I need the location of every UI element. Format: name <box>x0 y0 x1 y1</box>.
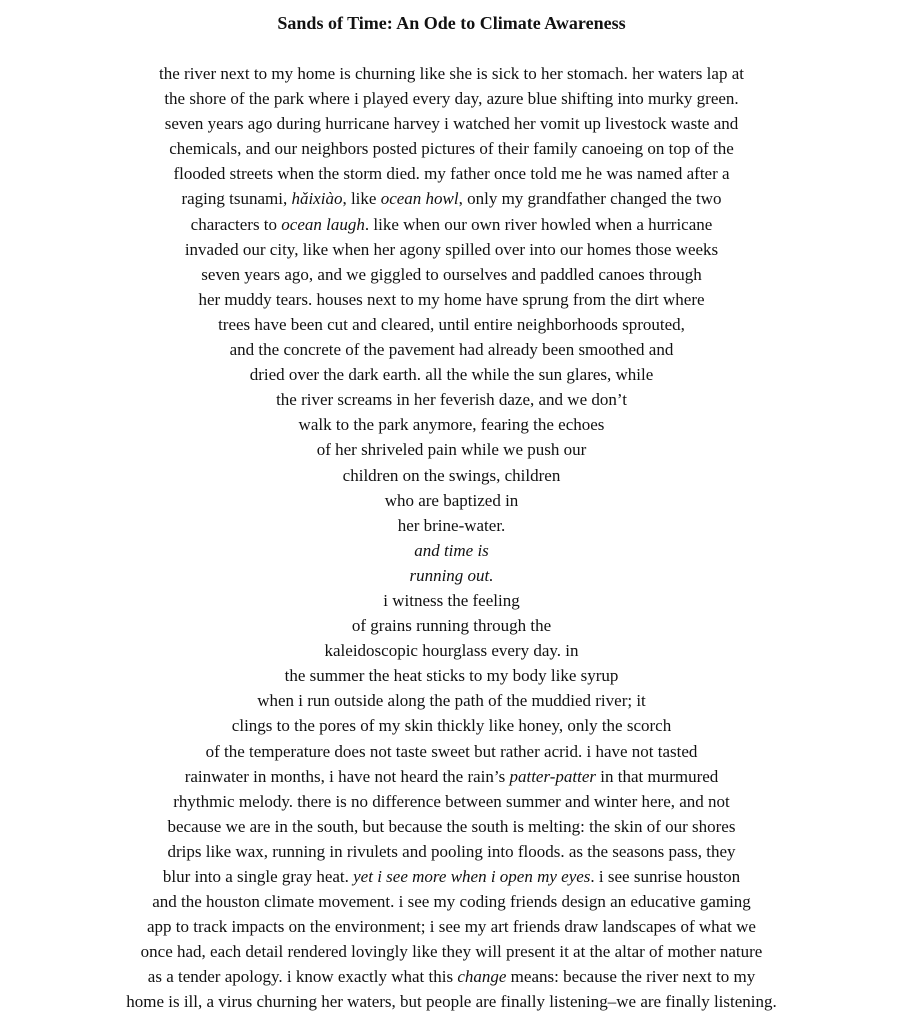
poem-text: her brine-water. <box>397 515 506 535</box>
poem-line <box>0 814 903 839</box>
poem-line <box>0 412 903 437</box>
poem-text: chemicals, and our neighbors posted pictures of their family canoeing on top of the <box>169 139 734 159</box>
poem-line <box>0 789 903 814</box>
poem-line <box>0 136 903 161</box>
poem-text: app to track impacts on the environment; i see my art friends draw landscapes of what we <box>147 917 756 937</box>
poem-text: clings to the pores of my skin thickly like honey, only the scorch <box>231 716 672 736</box>
poem-line <box>0 262 903 287</box>
poem-line <box>0 688 903 713</box>
poem-text: invaded our city, like when her agony spilled over into our homes those weeks <box>184 239 719 259</box>
poem-line <box>0 889 903 914</box>
poem-text: flooded streets when the storm died. my father once told me he was named after a <box>173 164 730 184</box>
poem-line <box>0 663 903 688</box>
poem-text: home is ill, a virus churning her waters, but people are finally listening–we are finally listening. <box>126 992 777 1012</box>
poem-line <box>0 212 903 237</box>
poem-line <box>0 839 903 864</box>
poem-line <box>0 864 903 889</box>
poem-text: children on the swings, children <box>342 465 561 485</box>
poem-text: the river next to my home is churning like she is sick to her stomach. her waters lap at <box>159 64 744 83</box>
poem-text: because we are in the south, but because the south is melting: the skin of our shores <box>167 816 736 836</box>
poem-line <box>0 964 903 989</box>
poem-line <box>0 613 903 638</box>
poem-line <box>0 638 903 663</box>
poem-text: trees have been cut and cleared, until entire neighborhoods sprouted, <box>218 314 685 334</box>
poem-text: drips like wax, running in rivulets and pooling into floods. as the seasons pass, they <box>167 841 736 861</box>
poem-text: the summer the heat sticks to my body like syrup <box>284 666 619 686</box>
poem-text: her muddy tears. houses next to my home have sprung from the dirt where <box>198 289 705 309</box>
poem-italic-text: change <box>457 967 507 987</box>
poem-line <box>0 488 903 513</box>
poem-text: rainwater in months, i have not heard the rain’s <box>184 766 510 786</box>
poem-text: of the temperature does not taste sweet but rather acrid. i have not tasted <box>205 741 698 761</box>
poem-line <box>0 563 903 588</box>
poem-italic-text: yet i see more when i open my eyes <box>353 867 591 886</box>
poem-line <box>0 111 903 136</box>
poem-italic-text: ocean howl <box>380 189 459 209</box>
poem-line <box>0 713 903 738</box>
poem-text: seven years ago during hurricane harvey i watched her vomit up livestock waste and <box>164 114 739 134</box>
poem-text: who are baptized in <box>384 490 519 510</box>
poem-text: the river screams in her feverish daze, and we don’t <box>276 390 627 410</box>
poem-text: characters to <box>190 214 282 234</box>
poem-line <box>0 312 903 337</box>
poem-line <box>0 939 903 964</box>
poem-line <box>0 463 903 488</box>
poem-text: i witness the feeling <box>383 590 520 610</box>
poem-text: . i see sunrise houston <box>590 867 741 886</box>
poem-italic-text: hǎixiào <box>291 189 343 209</box>
poem-text: once had, each detail rendered lovingly like they will present it at the altar of mother nature <box>140 942 763 962</box>
page-title: Sands of Time: An Ode to Climate Awareness <box>277 13 626 33</box>
poem-text: rhythmic melody. there is no difference between summer and winter here, and not <box>173 791 730 811</box>
poem-italic-text: ocean laugh <box>281 214 365 234</box>
poem-text: kaleidoscopic hourglass every day. in <box>324 641 579 661</box>
poem-line <box>0 513 903 538</box>
poem-line <box>0 337 903 362</box>
poem-text: in that murmured <box>596 766 719 786</box>
poem-text: and the houston climate movement. i see my coding friends design an educative gaming <box>152 892 751 912</box>
poem-italic-text: and time is <box>414 540 489 560</box>
poem-text: , only my grandfather changed the two <box>458 189 722 209</box>
poem-text: seven years ago, and we giggled to ourselves and paddled canoes through <box>201 264 702 284</box>
poem-line <box>0 387 903 412</box>
poem-line <box>0 437 903 462</box>
poem-line <box>0 914 903 939</box>
poem-line <box>0 186 903 211</box>
poem-line <box>0 61 903 86</box>
poem-line <box>0 538 903 563</box>
poem-text: of her shriveled pain while we push our <box>316 440 587 460</box>
poem-line <box>0 287 903 312</box>
poem-line <box>0 161 903 186</box>
poem-line <box>0 86 903 111</box>
poem-text: as a tender apology. i know exactly what this <box>147 967 458 987</box>
poem-text: walk to the park anymore, fearing the echoes <box>298 415 605 435</box>
poem-line <box>0 989 903 1014</box>
poem-text: blur into a single gray heat. <box>162 867 354 886</box>
poem-body <box>0 61 903 1015</box>
poem-text: and the concrete of the pavement had already been smoothed and <box>229 340 674 360</box>
poem-italic-text: running out. <box>409 565 494 585</box>
poem-line <box>0 362 903 387</box>
poem-text: . like when our own river howled when a hurricane <box>364 214 713 234</box>
poem-text: , like <box>342 189 381 209</box>
poem-text: raging tsunami, <box>181 189 292 209</box>
poem-line <box>0 739 903 764</box>
poem-text: when i run outside along the path of the muddied river; it <box>257 691 646 711</box>
poem-line <box>0 764 903 789</box>
poem-text: dried over the dark earth. all the while the sun glares, while <box>249 365 654 385</box>
poem-line <box>0 237 903 262</box>
poem-line <box>0 588 903 613</box>
poem-text: of grains running through the <box>351 616 552 636</box>
poem-text: means: because the river next to my <box>506 967 756 987</box>
poem-italic-text: patter-patter <box>509 766 597 786</box>
poem-text: the shore of the park where i played every day, azure blue shifting into murky green. <box>164 89 739 109</box>
